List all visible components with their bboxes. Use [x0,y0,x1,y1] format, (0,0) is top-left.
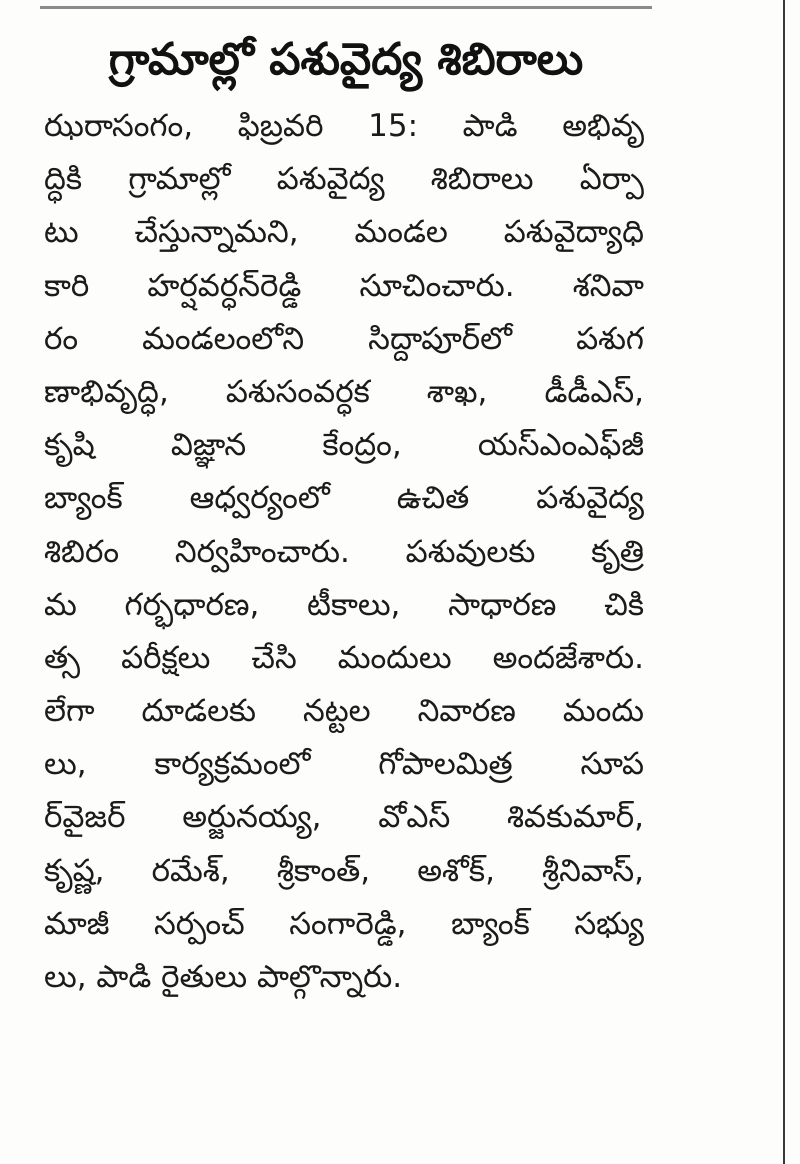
article-line: బ్యాంక్ ఆధ్వర్యంలో ఉచిత పశువైద్య [44,480,644,517]
article-line: కృష్ణ, రమేశ్, శ్రీకాంత్, అశోక్, శ్రీనివాస్, [44,852,644,889]
article-line: ణాభివృద్ధి, పశుసంవర్ధక శాఖ, డీడీఎస్, [44,373,644,410]
article-line: ద్ధికి గ్రామాల్లో పశువైద్య శిబిరాలు ఏర్పా [44,161,644,198]
article-line: లేగా దూడలకు నట్టల నివారణ మందు [44,693,644,730]
article-headline: గ్రామాల్లో పశువైద్య శిబిరాలు [108,34,584,85]
article-line: లు, పాడి రైతులు పాల్గొన్నారు. [44,959,403,995]
page-edge-divider [783,0,785,1164]
article-line: ర్‌వైజర్ అర్జునయ్య, వోఎస్ శివకుమార్, [44,799,644,836]
article-line: కారి హర్షవర్ధన్‌రెడ్డి సూచించారు. శనివా [44,267,644,304]
top-rule-divider [40,6,652,9]
article-line: కృషి విజ్ఞాన కేంద్రం, యస్‌ఎంఎఫ్‌జీ [44,427,644,464]
article-line: త్స పరీక్షలు చేసి మందులు అందజేశారు. [44,639,644,676]
article-line: ఝరాసంగం, ఫిబ్రవరి 15: పాడి అభివృ [44,108,644,144]
article-line: లు, కార్యక్రమంలో గోపాలమిత్ర సూప [44,746,644,783]
article-line: మ గర్భధారణ, టీకాలు, సాధారణ చికి [44,586,644,623]
article-line: శిబిరం నిర్వహించారు. పశువులకు కృత్రి [44,533,644,570]
article-line: టు చేస్తున్నామని, మండల పశువైద్యాధి [44,214,644,251]
article-body [44,100,644,1004]
article-line: మాజీ సర్పంచ్ సంగారెడ్డి, బ్యాంక్ సభ్యు [44,905,644,942]
article-line: రం మండలంలోని సిద్దాపూర్‌లో పశుగ [44,320,644,357]
